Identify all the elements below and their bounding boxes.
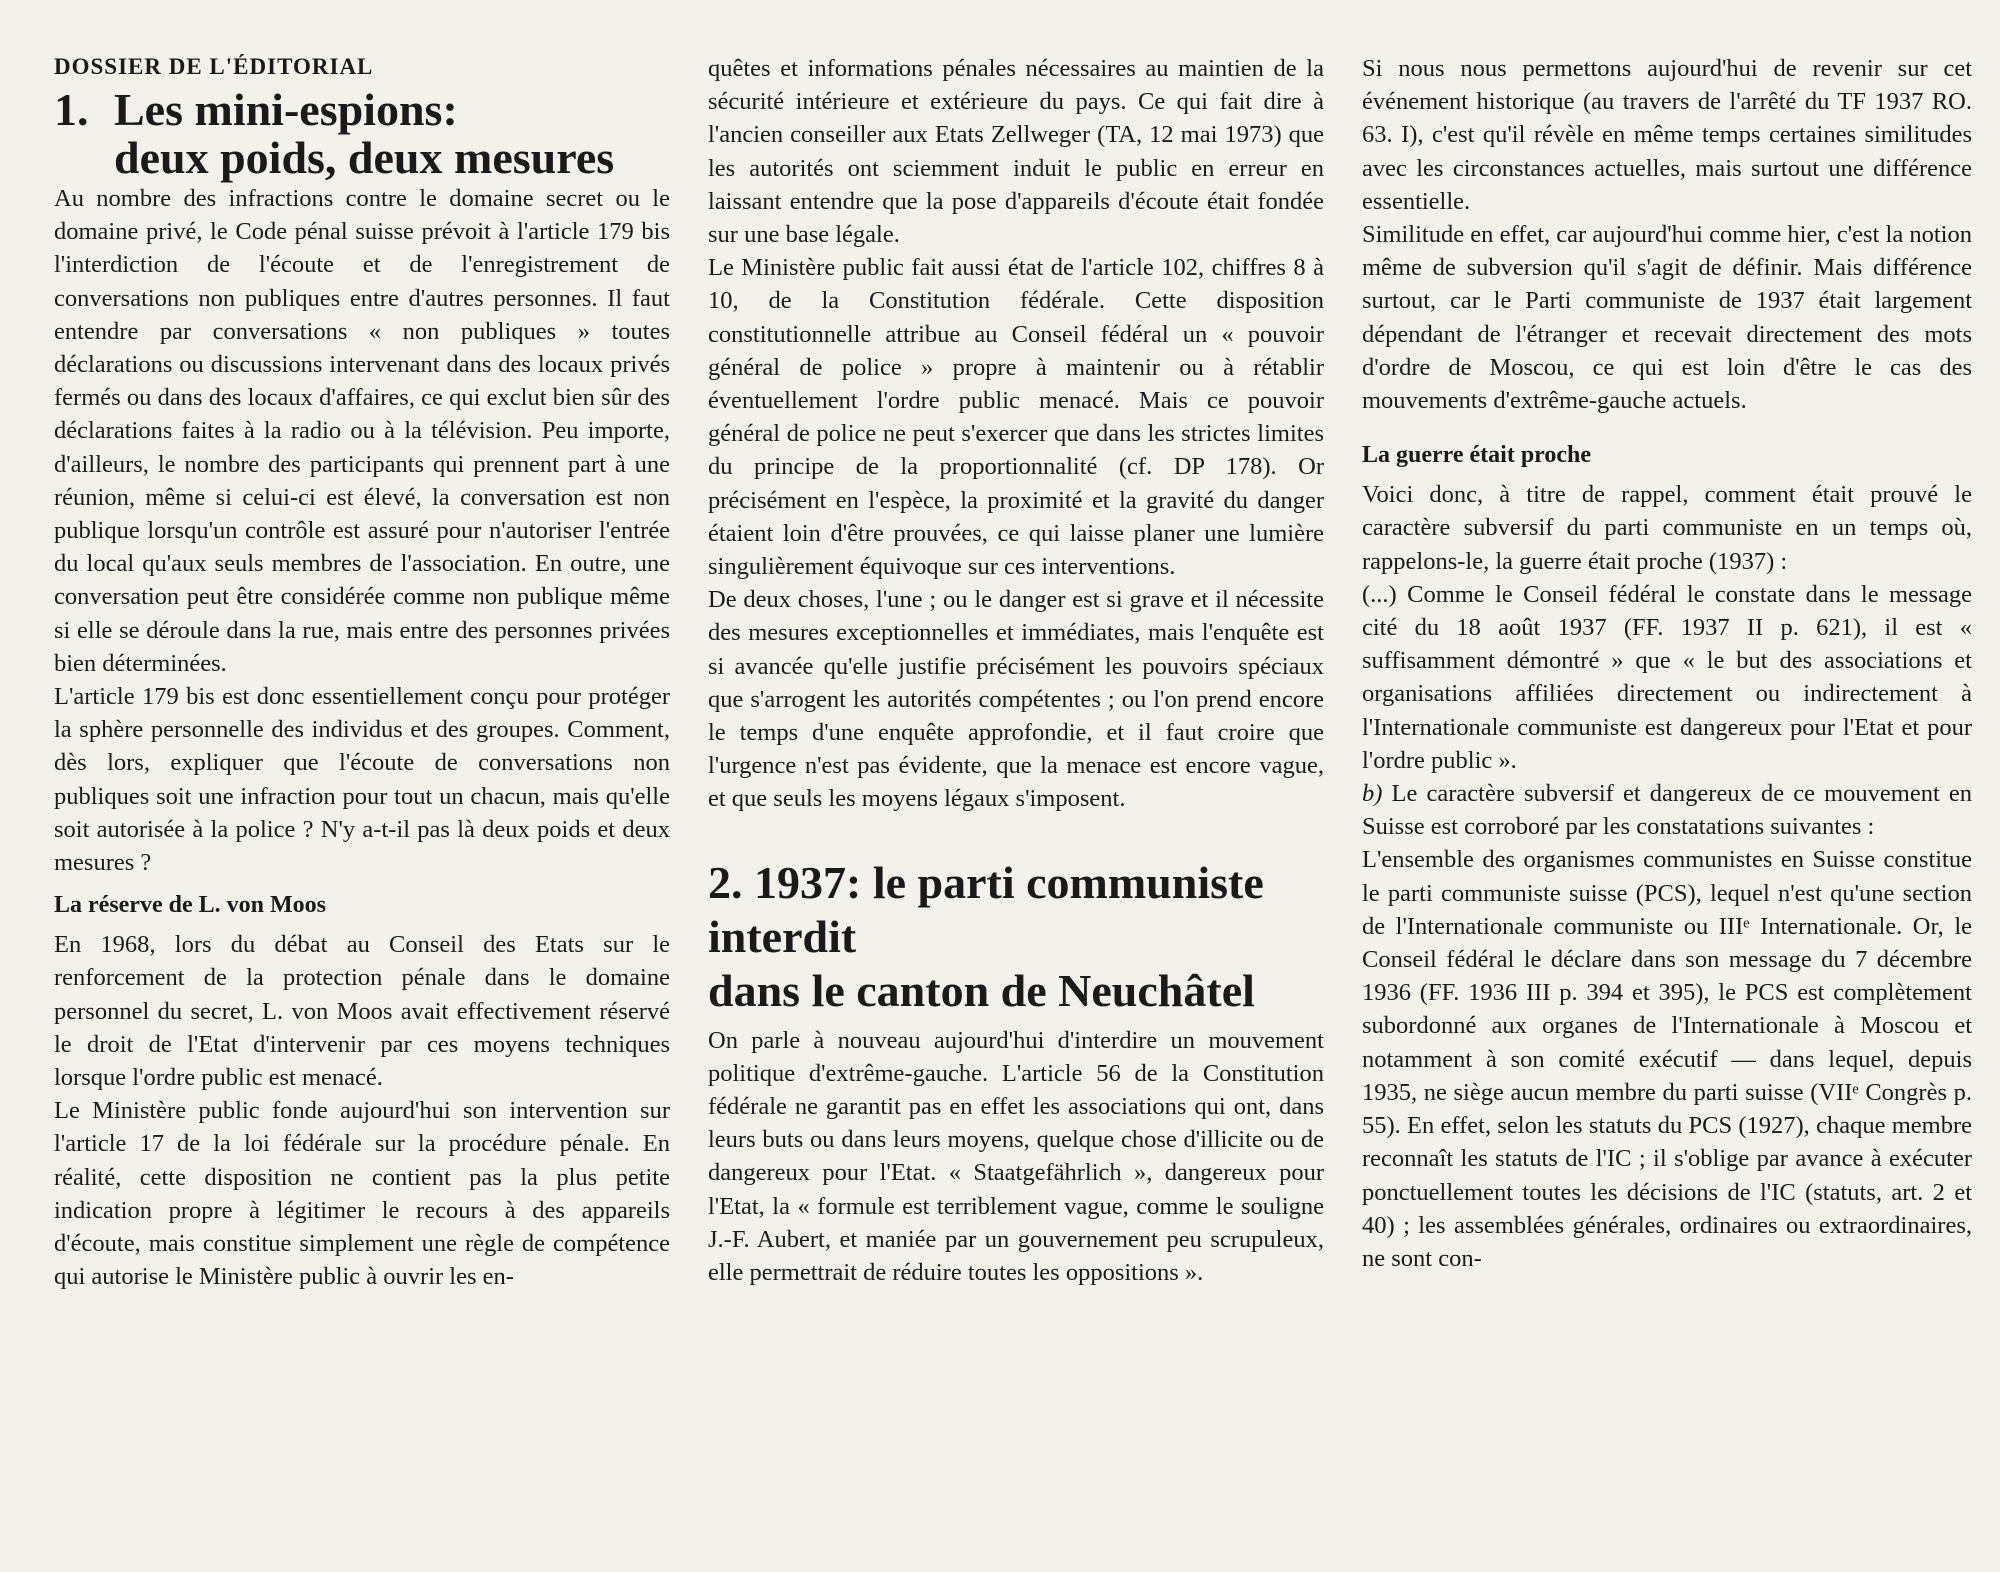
column-3	[1362, 52, 1972, 1275]
article-2-title-line-2: interdit	[708, 910, 857, 962]
list-marker-b: b)	[1362, 780, 1383, 808]
paragraph: (...) Comme le Conseil fédéral le constate dans le message cité du 18 août 1937 (FF. 1937 II p. 621), il est « suffisamment démontré » que « le but des associations et organisations affiliées directement ou indirectement à l'Internationale communiste est dangereux pour l'Etat et pour l'ordre public ».	[1362, 580, 1972, 774]
subheading-guerre: La guerre était proche	[1362, 442, 1592, 469]
column-2	[708, 52, 1324, 1289]
paragraph: De deux choses, l'une ; ou le danger est si grave et il nécessite des mesures exceptionnelles et immédiates, mais l'enquête est si avancée qu'elle justifie précisément les pouvoirs spéciaux que s'arrogent les autorités compétentes ; ou l'on prend encore le temps d'une enquête approfondie, et il faut croire que l'urgence n'est pas évidente, que la menace est encore vague, et que seuls les moyens légaux s'imposent.	[708, 586, 1324, 813]
paragraph: En 1968, lors du débat au Conseil des Etats sur le renforcement de la protection pénale dans le domaine personnel du secret, L. von Moos avait effectivement réservé le droit de l'Etat d'intervenir par ces moyens techniques lorsque l'ordre public est menacé.	[54, 931, 670, 1092]
paragraph: On parle à nouveau aujourd'hui d'interdire un mouvement politique d'extrême-gauche. L'article 56 de la Constitution fédérale ne garantit pas en effet les associations qui ont, dans leurs buts ou dans leurs moyens, quelque chose d'illicite ou de dangereux pour l'Etat. « Staatgefährlich », dangereux pour l'Etat, la « formule est terriblement vague, comme le souligne J.-F. Aubert, et maniée par un gouvernement peu scrupuleux, elle permettrait de réduire toutes les oppositions ».	[708, 1026, 1324, 1287]
paragraph: Voici donc, à titre de rappel, comment était prouvé le caractère subversif du parti communiste en un temps où, rappelons-le, la guerre était proche (1937) :	[1362, 481, 1972, 575]
paragraph: L'article 179 bis est donc essentiellement conçu pour protéger la sphère personnelle des individus et des groupes. Comment, dès lors, expliquer que l'écoute de conversations non publiques soit une infraction pour tout un chacun, mais qu'elle soit autorisée à la police ? N'y a-t-il pas là deux poids et deux mesures ?	[54, 683, 670, 877]
paragraph: L'ensemble des organismes communistes en Suisse constitue le parti communiste suisse (PCS), lequel n'est qu'une section de l'Internationale communiste ou IIIᵉ Internationale. Or, le Conseil fédéral le déclare dans son message du 7 décembre 1936 (FF. 1936 III p. 394 et 395), le PCS est complètement subordonné aux organes de l'Internationale à Moscou et notamment à son comité exécutif — dans lequel, depuis 1935, ne siège aucun membre du parti suisse (VIIᵉ Congrès p. 55). En effet, selon les statuts du PCS (1927), chaque membre reconnaît les statuts de l'IC ; il s'oblige par avance à exécuter ponctuellement toutes les décisions de l'IC (statuts, art. 2 et 40) ; les assemblées générales, ordinaires ou extraordinaires, ne sont con-	[1362, 846, 1972, 1272]
paragraph: Au nombre des infractions contre le domaine secret ou le domaine privé, le Code pénal suisse prévoit à l'article 179 bis l'interdiction de l'écoute et de l'enregistrement de conversations non publiques entre d'autres personnes. Il faut entendre par conversations « non publiques » toutes déclarations ou discussions intervenant dans des locaux privés fermés ou dans des locaux d'affaires, ce qui exclut bien sûr des déclarations faites à la radio ou à la télévision. Peu importe, d'ailleurs, le nombre des participants qui prennent part à une réunion, même si celui-ci est élevé, la conversation est non publique lorsqu'un contrôle est assuré pour n'autoriser l'entrée du local qu'aux seuls membres de l'association. En outre, une conversation peut être considérée comme non publique même si elle se déroule dans la rue, mais entre des personnes privées bien déterminées.	[54, 185, 670, 677]
article-2-title	[708, 856, 1324, 1018]
paragraph-text: Le caractère subversif et dangereux de ce mouvement en Suisse est corroboré par les constatations suivantes :	[1362, 780, 1972, 841]
paragraph: Similitude en effet, car aujourd'hui comme hier, c'est la notion même de subversion qu'il s'agit de définir. Mais différence surtout, car le Parti communiste de 1937 était largement dépendant de l'étranger et recevait directement des mots d'ordre de Moscou, ce qui est loin d'être le cas des mouvements d'extrême-gauche actuels.	[1362, 221, 1972, 415]
column-1	[54, 52, 670, 1294]
paragraph: Si nous nous permettons aujourd'hui de revenir sur cet événement historique (au travers de l'arrêté du TF 1937 RO. 63. I), c'est qu'il révèle en même temps certaines similitudes avec les circonstances actuelles, mais surtout une différence essentielle.	[1362, 55, 1972, 215]
article-1-title	[54, 86, 670, 182]
article-1-number: 1.	[54, 84, 89, 135]
paragraph: Le Ministère public fonde aujourd'hui son intervention sur l'article 17 de la loi fédérale sur la procédure pénale. En réalité, cette disposition ne contient pas la plus petite indication propre à légitimer le recours à des appareils d'écoute, mais constitue simplement une règle de compétence qui autorise le Ministère public à ouvrir les en-	[54, 1097, 670, 1291]
paragraph: quêtes et informations pénales nécessaires au maintien de la sécurité intérieure et extérieure du pays. Ce qui fait dire à l'ancien conseiller aux Etats Zellweger (TA, 12 mai 1973) que les autorités ont sciemment induit le public en erreur en laissant entendre que la pose d'appareils d'écoute était fondée sur une base légale.	[708, 55, 1324, 249]
paragraph	[1362, 777, 1972, 843]
paragraph: Le Ministère public fait aussi état de l'article 102, chiffres 8 à 10, de la Constitution fédérale. Cette disposition constitutionnelle attribue au Conseil fédéral un « pouvoir général de police » propre à maintenir ou à rétablir éventuellement l'ordre public menacé. Mais ce pouvoir général de police ne peut s'exercer que dans les strictes limites du principe de la proportionnalité (cf. DP 178). Or précisément en l'espèce, la proximité et la gravité du danger étaient loin d'être prouvées, ce qui laisse planer une lumière singulièrement équivoque sur ces interventions.	[708, 254, 1324, 581]
section-kicker: DOSSIER DE L'ÉDITORIAL	[54, 54, 374, 79]
subheading-von-moos: La réserve de L. von Moos	[54, 892, 326, 919]
article-2-title-line-3: dans le canton de Neuchâtel	[708, 964, 1255, 1016]
article-2-title-line-1: 2. 1937: le parti communiste	[708, 856, 1264, 908]
article-1-title-line-2: deux poids, deux mesures	[114, 132, 615, 183]
article-1-title-line-1: Les mini-espions:	[114, 84, 458, 135]
